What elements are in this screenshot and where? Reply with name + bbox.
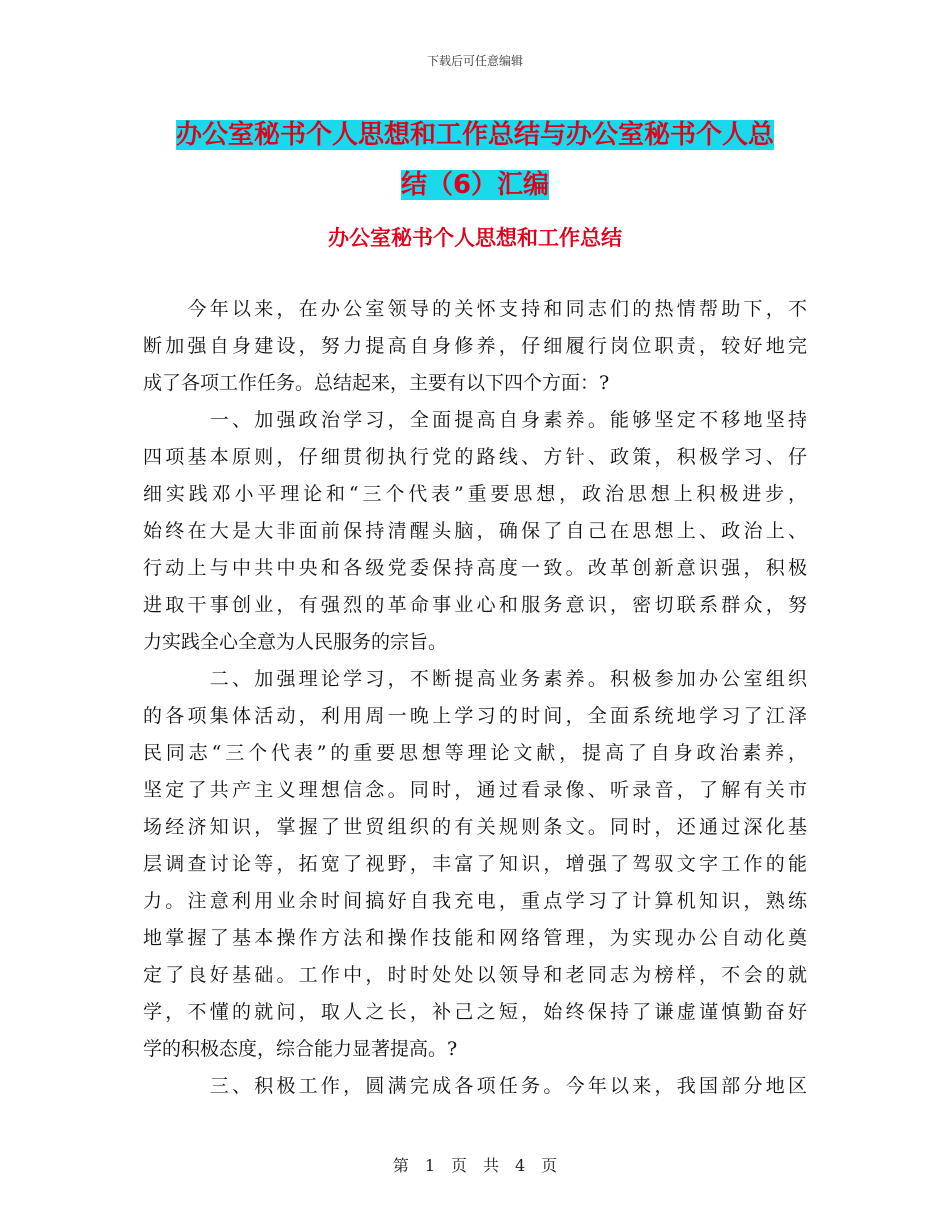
body-text <box>143 291 807 1105</box>
body-line: 行动上与中共中央和各级党委保持高度一致。改革创新意识强，积极 <box>143 557 807 579</box>
body-line: 四项基本原则，仔细贯彻执行党的路线、方针、政策，积极学习、仔 <box>143 446 807 468</box>
body-line: 细实践邓小平理论和“三个代表”重要思想，政治思想上积极进步， <box>143 483 807 505</box>
body-line: 进取干事创业，有强烈的革命事业心和服务意识，密切联系群众，努 <box>143 594 807 616</box>
body-line: 始终在大是大非面前保持清醒头脑，确保了自己在思想上、政治上、 <box>143 520 807 542</box>
body-line: 三、积极工作，圆满完成各项任务。今年以来，我国部分地区 <box>143 1075 807 1097</box>
page-number-footer: 第 1 页 共 4 页 <box>392 1156 558 1175</box>
document-title <box>0 110 950 210</box>
body-line: 的各项集体活动，利用周一晚上学习的时间，全面系统地学习了江泽 <box>143 705 807 727</box>
body-line: 学的积极态度，综合能力显著提高。? <box>143 1038 458 1060</box>
body-line: 今年以来，在办公室领导的关怀支持和同志们的热情帮助下，不 <box>143 298 807 320</box>
body-line: 场经济知识，掌握了世贸组织的有关规则条文。同时，还通过深化基 <box>143 816 807 838</box>
body-line: 力。注意利用业余时间搞好自我充电，重点学习了计算机知识，熟练 <box>143 890 807 912</box>
body-line: 坚定了共产主义理想信念。同时，通过看录像、听录音，了解有关市 <box>143 779 807 801</box>
body-line: 学，不懂的就问，取人之长，补己之短，始终保持了谦虚谨慎勤奋好 <box>143 1001 807 1023</box>
title-line-1: 办公室秘书个人思想和工作总结与办公室秘书个人总 <box>175 120 774 150</box>
body-line: 成了各项工作任务。总结起来，主要有以下四个方面：? <box>143 372 610 394</box>
body-line: 力实践全心全意为人民服务的宗旨。 <box>143 631 448 653</box>
body-line: 层调查讨论等，拓宽了视野，丰富了知识，增强了驾驭文字工作的能 <box>143 853 807 875</box>
body-line: 一、加强政治学习，全面提高自身素养。能够坚定不移地坚持 <box>143 409 807 431</box>
body-line: 定了良好基础。工作中，时时处处以领导和老同志为榜样，不会的就 <box>143 964 807 986</box>
page-header-note: 下载后可任意编辑 <box>426 54 523 68</box>
body-line: 民同志“三个代表”的重要思想等理论文献，提高了自身政治素养， <box>143 742 807 764</box>
body-line: 地掌握了基本操作方法和操作技能和网络管理，为实现办公自动化奠 <box>143 927 807 949</box>
body-line: 断加强自身建设，努力提高自身修养，仔细履行岗位职责，较好地完 <box>143 335 807 357</box>
body-line: 二、加强理论学习，不断提高业务素养。积极参加办公室组织 <box>143 668 807 690</box>
title-line-2: 结（6）汇编 <box>400 170 550 200</box>
section-title: 办公室秘书个人思想和工作总结 <box>328 226 622 250</box>
